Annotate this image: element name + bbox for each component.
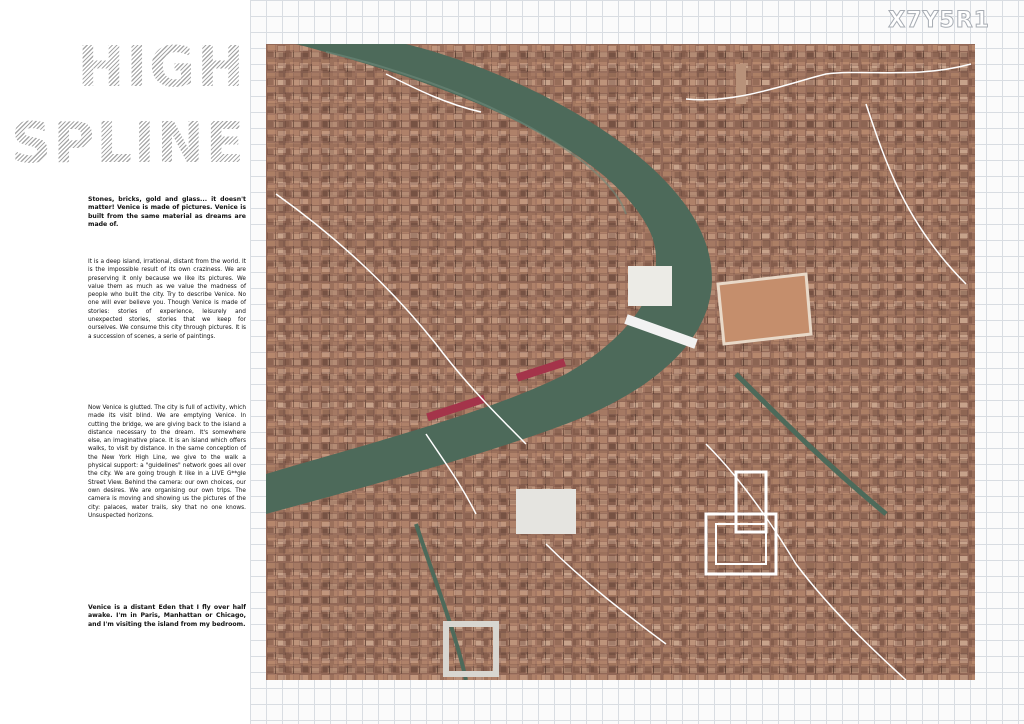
sheet-code: X7Y5R1 xyxy=(888,8,990,33)
aerial-photo xyxy=(266,44,975,680)
title-line-2: SPLINE xyxy=(0,114,246,174)
lead-paragraph: Stones, bricks, gold and glass... it doesn't matter! Venice is made of pictures. Venice is built from the same material as dreams are made of. xyxy=(88,196,246,229)
title-line-1: HIGH xyxy=(0,38,246,98)
body-paragraph-1: It is a deep island, irrational, distant from the world. It is the impossible result of its own craziness. We are preserving it only because we like its pictures. We value them as much as we value the madness of people who built the city. Try to describe Venice. No one will ever believe you. Though Venice is made of stories: stories of experience, leisurely and unexpected stories, stories that we keep for ourselves. We consume this city through pictures. It is a succession of scenes, a serie of paintings. xyxy=(88,259,246,340)
body-paragraph-2: Now Venice is glutted. The city is full of activity, which made its visit blind. We are emptying Venice. In cutting the bridge, we are giving back to the island a distance necessary to the dream. It's somewhere else, an imaginative place. It is an island which offers walks, to visit by distance. In the same conception of the New York High Line, we give to the walk a physical support: a "guidelines" network goes all over the city. We are going trough it like in a LIVE G**gle Street View. Behind the camera: our own choices, our own desires. We are organising our own trips. The camera is moving and showing us the pictures of the city: palaces, water trails, sky that no one knows. Unsuspected horizons. xyxy=(88,405,246,519)
closing-paragraph: Venice is a distant Eden that I fly over half awake. I'm in Paris, Manhattan or Chicago, and I'm visiting the island from my bedroom. xyxy=(88,604,246,628)
